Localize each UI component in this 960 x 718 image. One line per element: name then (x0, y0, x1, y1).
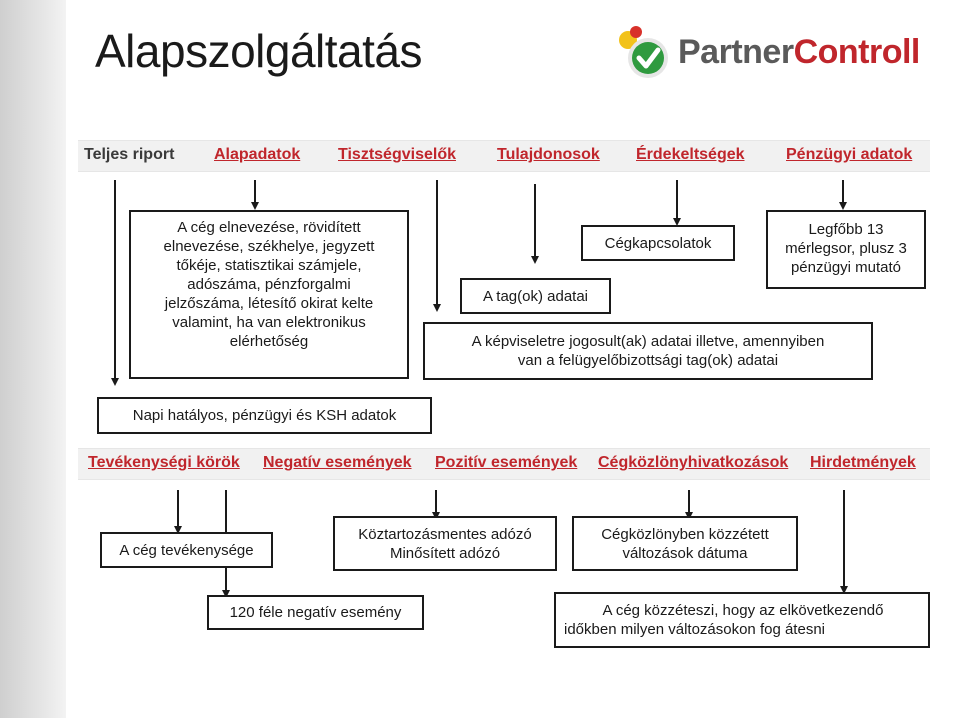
logo-wordmark: PartnerControll (678, 33, 920, 71)
menu-hirdetmenyek[interactable]: Hirdetmények (810, 454, 916, 471)
menu-alapadatok[interactable]: Alapadatok (214, 146, 301, 163)
tevekenyseg-box: A cég tevékenysége (100, 532, 273, 568)
alapadatok-box: A cég elnevezése, rövidített elnevezése, székhelye, jegyzett tőkéje, statisztikai számjele, adószáma, pénzforgalmi jelzőszáma, létesítő okirat kelte valamint, ha van elektronikus elérhetőség (129, 210, 409, 379)
menu-tevekenysegi-korok[interactable]: Tevékenységi körök (88, 454, 240, 471)
napi-adatok-box: Napi hatályos, pénzügyi és KSH adatok (97, 397, 432, 434)
hirdetmeny-box: A cég közzéteszi, hogy az elkövetkezendő időkben milyen változásokon fog átesni (554, 592, 930, 648)
menu-negativ-esemenyek[interactable]: Negatív események (263, 454, 412, 471)
menu-tulajdonosok[interactable]: Tulajdonosok (497, 146, 600, 163)
legfobb-merlegsor-box: Legfőbb 13 mérlegsor, plusz 3 pénzügyi mutató (766, 210, 926, 289)
cegkapcsolatok-box: Cégkapcsolatok (581, 225, 735, 261)
menu-cegkozlonyhivatkozasok[interactable]: Cégközlönyhivatkozások (598, 454, 789, 471)
menu-penzugyi-adatok[interactable]: Pénzügyi adatok (786, 146, 913, 163)
page-title: Alapszolgáltatás (95, 25, 422, 77)
koztartozasmentes-box: Köztartozásmentes adózó Minősített adózó (333, 516, 557, 571)
kepviseletre-box: A képviseletre jogosult(ak) adatai illetve, amennyiben van a felügyelőbizottsági tag(ok) adatai (423, 322, 873, 380)
menu-erdekeltsegek[interactable]: Érdekeltségek (636, 146, 745, 163)
menu-tisztsegviselok[interactable]: Tisztségviselők (338, 146, 456, 163)
menu-teljes-riport[interactable]: Teljes riport (84, 146, 175, 163)
cegkozlony-box: Cégközlönyben közzétett változások dátuma (572, 516, 798, 571)
negativ-esemeny-box: 120 féle negatív esemény (207, 595, 424, 630)
menu-pozitiv-esemenyek[interactable]: Pozitív események (435, 454, 578, 471)
tagok-box: A tag(ok) adatai (460, 278, 611, 314)
